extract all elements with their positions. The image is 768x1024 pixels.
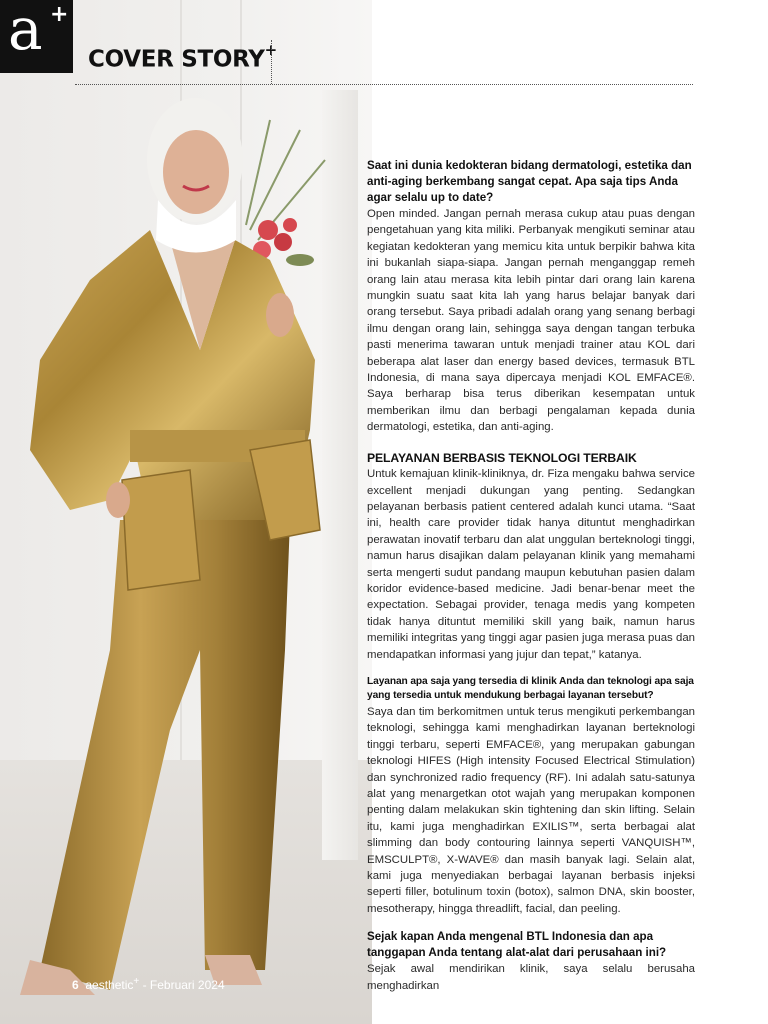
section-heading: PELAYANAN BERBASIS TEKNOLOGI TERBAIK [367, 450, 637, 465]
logo-letter: a [8, 0, 43, 63]
woman-in-gold-suit-illustration [0, 90, 372, 1024]
flower-bouquet [246, 120, 325, 266]
section-title [88, 41, 277, 73]
question-2: Layanan apa saja yang tersedia di klinik Anda dan teknologi apa saja yang tersedia untuk mendukung berbagai layanan tersebut? [367, 675, 694, 702]
answer-2: Saya dan tim berkomitmen untuk terus mengikuti perkembangan teknologi, sehingga kami menghadirkan layanan berteknologi tinggi terbaru, seperti EMFACE®, yang merupakan gabungan teknologi HIFES (High intensity Focused Electrical Stimulation) dan synchronized radio frequency (RF). Ini adalah satu-satunya alat yang menargetkan otot wajah yang merupakan komponen penting dalam melakukan skin tightening dan skin lifting. Selain itu, kami juga menghadirkan EXILIS™, serta berbagai alat slimming dan body contouring lainnya seperti VANQUISH™, EMSCULPT®, X-WAVE® dan masih banyak lagi. Selain alat, kami juga menyediakan berbagai layanan berbasis injeksi seperti filler, botulinum toxin (botox), salmon DNA, skin booster, mesotherapy, hingga threadlift, facial, dan peeling. [367, 705, 695, 915]
page-number: 6 [72, 978, 79, 992]
cover-photo [0, 0, 372, 1024]
section-title-text: COVER STORY [88, 46, 265, 73]
paragraph-2: Untuk kemajuan klinik-kliniknya, dr. Fiza mengaku bahwa service excellent menjadi dukungan yang penting. Sedangkan pelayanan berbasis patient centered adalah kunci utama. “Saat ini, health care provider tidak hanya dituntut menghadirkan perawatan inovatif terbaru dan alat unggulan berteknologi tinggi, namun harus disajikan dalam pelayanan klinik yang memahami serta mengerti sudut pandang maupun kebutuhan pasien dalam koridor evidence-based medicine. Jadi benar-benar meet the expectation. Sebagai provider, tenaga medis yang kompeten tidak hanya dituntut memiliki skill yang baik, namun harus memiliki integritas yang tinggi agar pasien juga merasa puas dan mendapatkan informasi yang jujur dan tepat,” katanya. [367, 468, 695, 661]
magazine-name: aesthetic [85, 978, 134, 992]
section-title-plus: + [264, 41, 277, 59]
issue-date: - Februari 2024 [139, 978, 225, 992]
header-divider-vertical [271, 40, 272, 84]
header-divider-horizontal [75, 84, 693, 85]
question-3: Sejak kapan Anda mengenal BTL Indonesia dan apa tanggapan Anda tentang alat-alat dari perusahaan ini? [367, 930, 667, 960]
logo-plus: + [50, 2, 69, 27]
magazine-plus: + [133, 976, 140, 987]
magazine-logo [0, 0, 73, 73]
article-column [367, 158, 695, 994]
page-footer [72, 976, 225, 992]
answer-3: Sejak awal mendirikan klinik, saya selalu berusaha menghadirkan [367, 963, 695, 992]
answer-1: Open minded. Jangan pernah merasa cukup atau puas dengan pengetahuan yang kita miliki. Perbanyak mengikuti seminar atau kegiatan kedokteran yang memicu kita untuk berpikir bahwa kita ini bukanlah siapa-siapa. Jangan pernah menganggap remeh orang lain atau merasa kita lebih pintar dari orang lain karena mungkin suatu saat kita lah yang harus belajar banyak dari orang tersebut. Saya pribadi adalah orang yang senang berbagi ilmu dengan orang lain, sehingga saya dengan tangan terbuka pasti menerima tawaran untuk menjadi trainer atau KOL dari beberapa alat laser dan energy based devices, termasuk BTL Indonesia, di mana saya dipercaya menjadi KOL EMFACE®. Saya berharap bisa terus diberikan kesempatan untuk memberikan ilmu dan berbagi pengalaman kepada dunia dermatologi, estetika, dan anti-aging. [367, 208, 695, 434]
question-1: Saat ini dunia kedokteran bidang dermatologi, estetika dan anti-aging berkembang sangat cepat. Apa saja tips Anda agar selalu up to date? [367, 159, 692, 204]
